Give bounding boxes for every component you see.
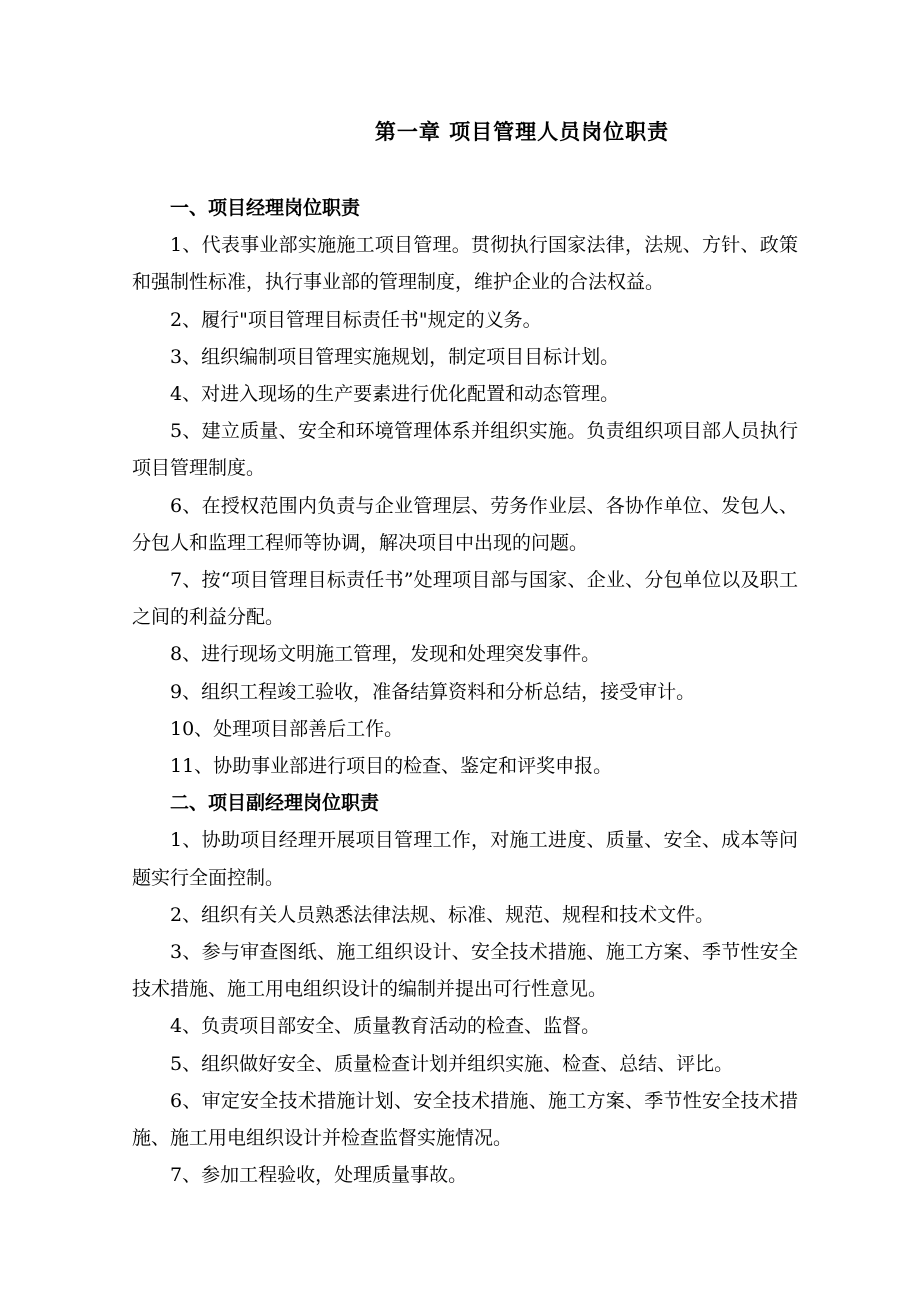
paragraph: 1、代表事业部实施施工项目管理。贯彻执行国家法律，法规、方针、政策和强制性标准，执行事业部的管理制度，维护企业的合法权益。 [132, 234, 798, 294]
paragraph: 6、在授权范围内负责与企业管理层、劳务作业层、各协作单位、发包人、分包人和监理工程师等协调，解决项目中出现的问题。 [132, 494, 798, 554]
paragraph: 10、处理项目部善后工作。 [170, 717, 404, 740]
document-body [132, 190, 798, 1194]
section-heading-project-manager: 一、项目经理岗位职责 [170, 197, 361, 219]
paragraph: 1、协助项目经理开展项目管理工作，对施工进度、质量、安全、成本等问题实行全面控制。 [132, 829, 798, 889]
paragraph: 7、参加工程验收，处理质量事故。 [170, 1164, 468, 1187]
paragraph: 4、对进入现场的生产要素进行优化配置和动态管理。 [170, 383, 620, 406]
paragraph: 4、负责项目部安全、质量教育活动的检查、监督。 [170, 1015, 601, 1038]
paragraph: 2、组织有关人员熟悉法律法规、标准、规范、规程和技术文件。 [170, 903, 715, 926]
paragraph: 5、建立质量、安全和环境管理体系并组织实施。负责组织项目部人员执行项目管理制度。 [132, 420, 798, 480]
paragraph: 5、组织做好安全、质量检查计划并组织实施、检查、总结、评比。 [170, 1052, 734, 1075]
paragraph: 6、审定安全技术措施计划、安全技术措施、施工方案、季节性安全技术措施、施工用电组织设计并检查监督实施情况。 [132, 1089, 798, 1150]
chapter-title: 第一章 项目管理人员岗位职责 [374, 120, 670, 144]
paragraph: 7、按“项目管理目标责任书”处理项目部与国家、企业、分包单位以及职工之间的利益分配。 [132, 569, 798, 629]
paragraph: 8、进行现场文明施工管理，发现和处理突发事件。 [170, 643, 601, 666]
paragraph: 3、组织编制项目管理实施规划，制定项目目标计划。 [170, 345, 620, 368]
paragraph: 11、协助事业部进行项目的检查、鉴定和评奖申报。 [170, 755, 613, 778]
paragraph: 9、组织工程竣工验收，准备结算资料和分析总结，接受审计。 [170, 680, 696, 703]
section-heading-deputy-manager: 二、项目副经理岗位职责 [170, 792, 380, 815]
paragraph: 3、参与审查图纸、施工组织设计、安全技术措施、施工方案、季节性安全技术措施、施工用电组织设计的编制并提出可行性意见。 [132, 941, 798, 1001]
paragraph: 2、履行"项目管理目标责任书"规定的义务。 [170, 308, 542, 331]
